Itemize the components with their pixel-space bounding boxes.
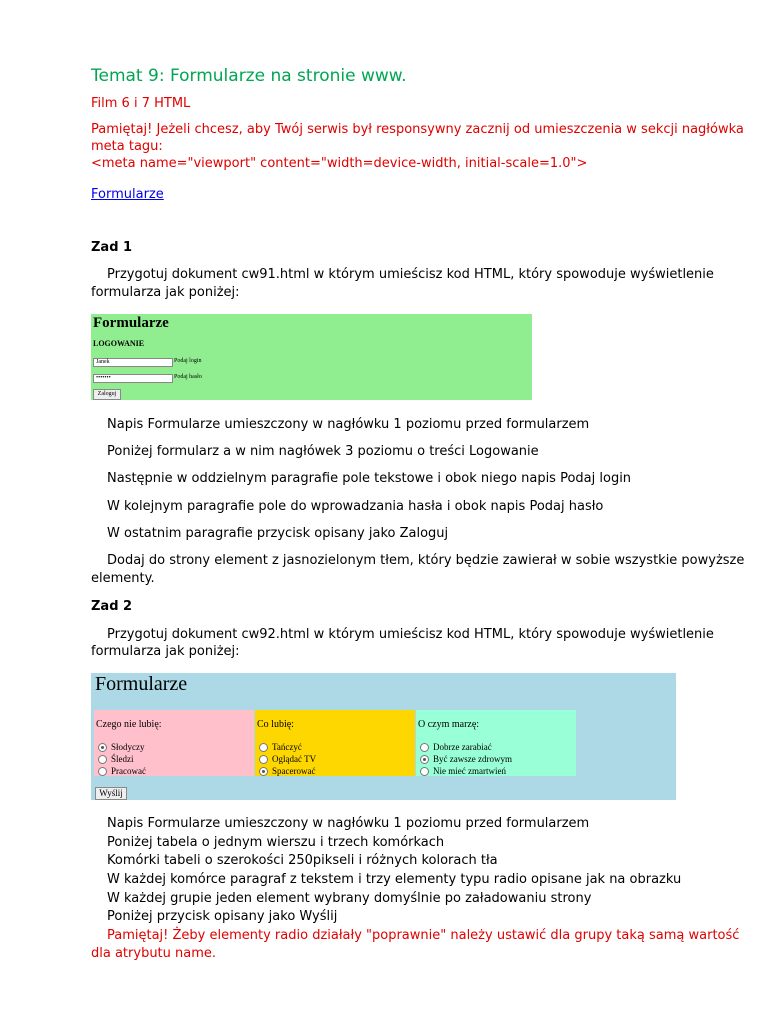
zad1-heading: Zad 1 (91, 240, 133, 255)
zad1-intro-cont: formularza jak poniżej: (91, 285, 240, 300)
radio-option: Oglądać TV (259, 754, 316, 764)
zad1-example-image (91, 314, 532, 400)
list-item: W kolejnym paragrafie pole do wprowadzania hasła i obok napis Podaj hasło (107, 499, 604, 514)
example-password-field: ••••••• (93, 374, 173, 383)
cell-caption: Co lubię: (257, 719, 294, 730)
radio-icon (420, 767, 429, 776)
example-h1: Formularze (95, 673, 188, 695)
list-item: W każdej grupie jeden element wybrany domyślnie po załadowaniu strony (107, 891, 592, 906)
zad2-intro: Przygotuj dokument cw92.html w którym umieścisz kod HTML, który spowoduje wyświetlenie (107, 627, 714, 642)
radio-icon (98, 767, 107, 776)
radio-selected-icon (259, 767, 268, 776)
list-item: Poniżej tabela o jednym wierszu i trzech komórkach (107, 835, 445, 850)
example-cell-dislike (94, 710, 254, 776)
radio-option: Tańczyć (259, 742, 302, 752)
radio-option: Dobrze zarabiać (420, 742, 492, 752)
radio-icon (98, 755, 107, 764)
list-item-cont: elementy. (91, 571, 155, 586)
example-login-field: Janek (93, 358, 173, 367)
radio-icon (259, 755, 268, 764)
radio-option: Być zawsze zdrowym (420, 754, 512, 764)
page-title: Temat 9: Formularze na stronie www. (91, 66, 407, 86)
zad2-heading: Zad 2 (91, 599, 133, 614)
list-item: Napis Formularze umieszczony w nagłówku 1 poziomu przed formularzem (107, 417, 590, 432)
example-h1: Formularze (93, 315, 169, 331)
film-subtitle: Film 6 i 7 HTML (91, 96, 191, 111)
radio-option: Słodyczy (98, 742, 145, 752)
list-item: W ostatnim paragrafie przycisk opisany jako Zaloguj (107, 526, 449, 541)
example-login-label: Podaj login (174, 358, 202, 364)
radio-option: Spacerować (259, 766, 315, 776)
cell-caption: O czym marzę: (418, 719, 480, 730)
note-line: Pamiętaj! Jeżeli chcesz, aby Twój serwis był responsywny zacznij od umieszczenia w sekcji nagłówka (91, 122, 744, 137)
zad2-example-image (91, 673, 676, 800)
example-send-button: Wyślij (95, 787, 127, 800)
example-cell-dream (416, 710, 576, 776)
list-item: Poniżej formularz a w nim nagłówek 3 poziomu o treści Logowanie (107, 444, 539, 459)
zad2-intro-cont: formularza jak poniżej: (91, 644, 240, 659)
radio-icon (259, 743, 268, 752)
warning-note-cont: dla atrybutu name. (91, 946, 217, 961)
radio-option: Nie mieć zmartwień (420, 766, 506, 776)
note-line: meta tagu: (91, 139, 163, 154)
list-item: Poniżej przycisk opisany jako Wyślij (107, 909, 338, 924)
radio-selected-icon (420, 755, 429, 764)
example-cell-like (255, 710, 415, 776)
list-item: W każdej komórce paragraf z tekstem i trzy elementy typu radio opisane jak na obrazku (107, 872, 682, 887)
zad1-intro: Przygotuj dokument cw91.html w którym umieścisz kod HTML, który spowoduje wyświetlenie (107, 267, 714, 282)
example-password-label: Podaj hasło (174, 374, 202, 380)
example-h3: LOGOWANIE (93, 339, 145, 348)
meta-tag-code: <meta name="viewport" content="width=device-width, initial-scale=1.0"> (91, 156, 588, 171)
list-item: Następnie w oddzielnym paragrafie pole tekstowe i obok niego napis Podaj login (107, 471, 632, 486)
list-item: Napis Formularze umieszczony w nagłówku 1 poziomu przed formularzem (107, 816, 590, 831)
example-login-button: Zaloguj (93, 389, 121, 400)
radio-option: Śledzi (98, 754, 134, 764)
cell-caption: Czego nie lubię: (96, 719, 162, 730)
radio-option: Pracować (98, 766, 146, 776)
list-item: Komórki tabeli o szerokości 250pikseli i różnych kolorach tła (107, 853, 498, 868)
warning-note: Pamiętaj! Żeby elementy radio działały "poprawnie" należy ustawić dla grupy taką samą wartość (107, 928, 740, 943)
radio-selected-icon (98, 743, 107, 752)
formularze-link[interactable]: Formularze (91, 187, 164, 202)
radio-icon (420, 743, 429, 752)
list-item: Dodaj do strony element z jasnozielonym tłem, który będzie zawierał w sobie wszystkie powyższe (107, 553, 745, 568)
